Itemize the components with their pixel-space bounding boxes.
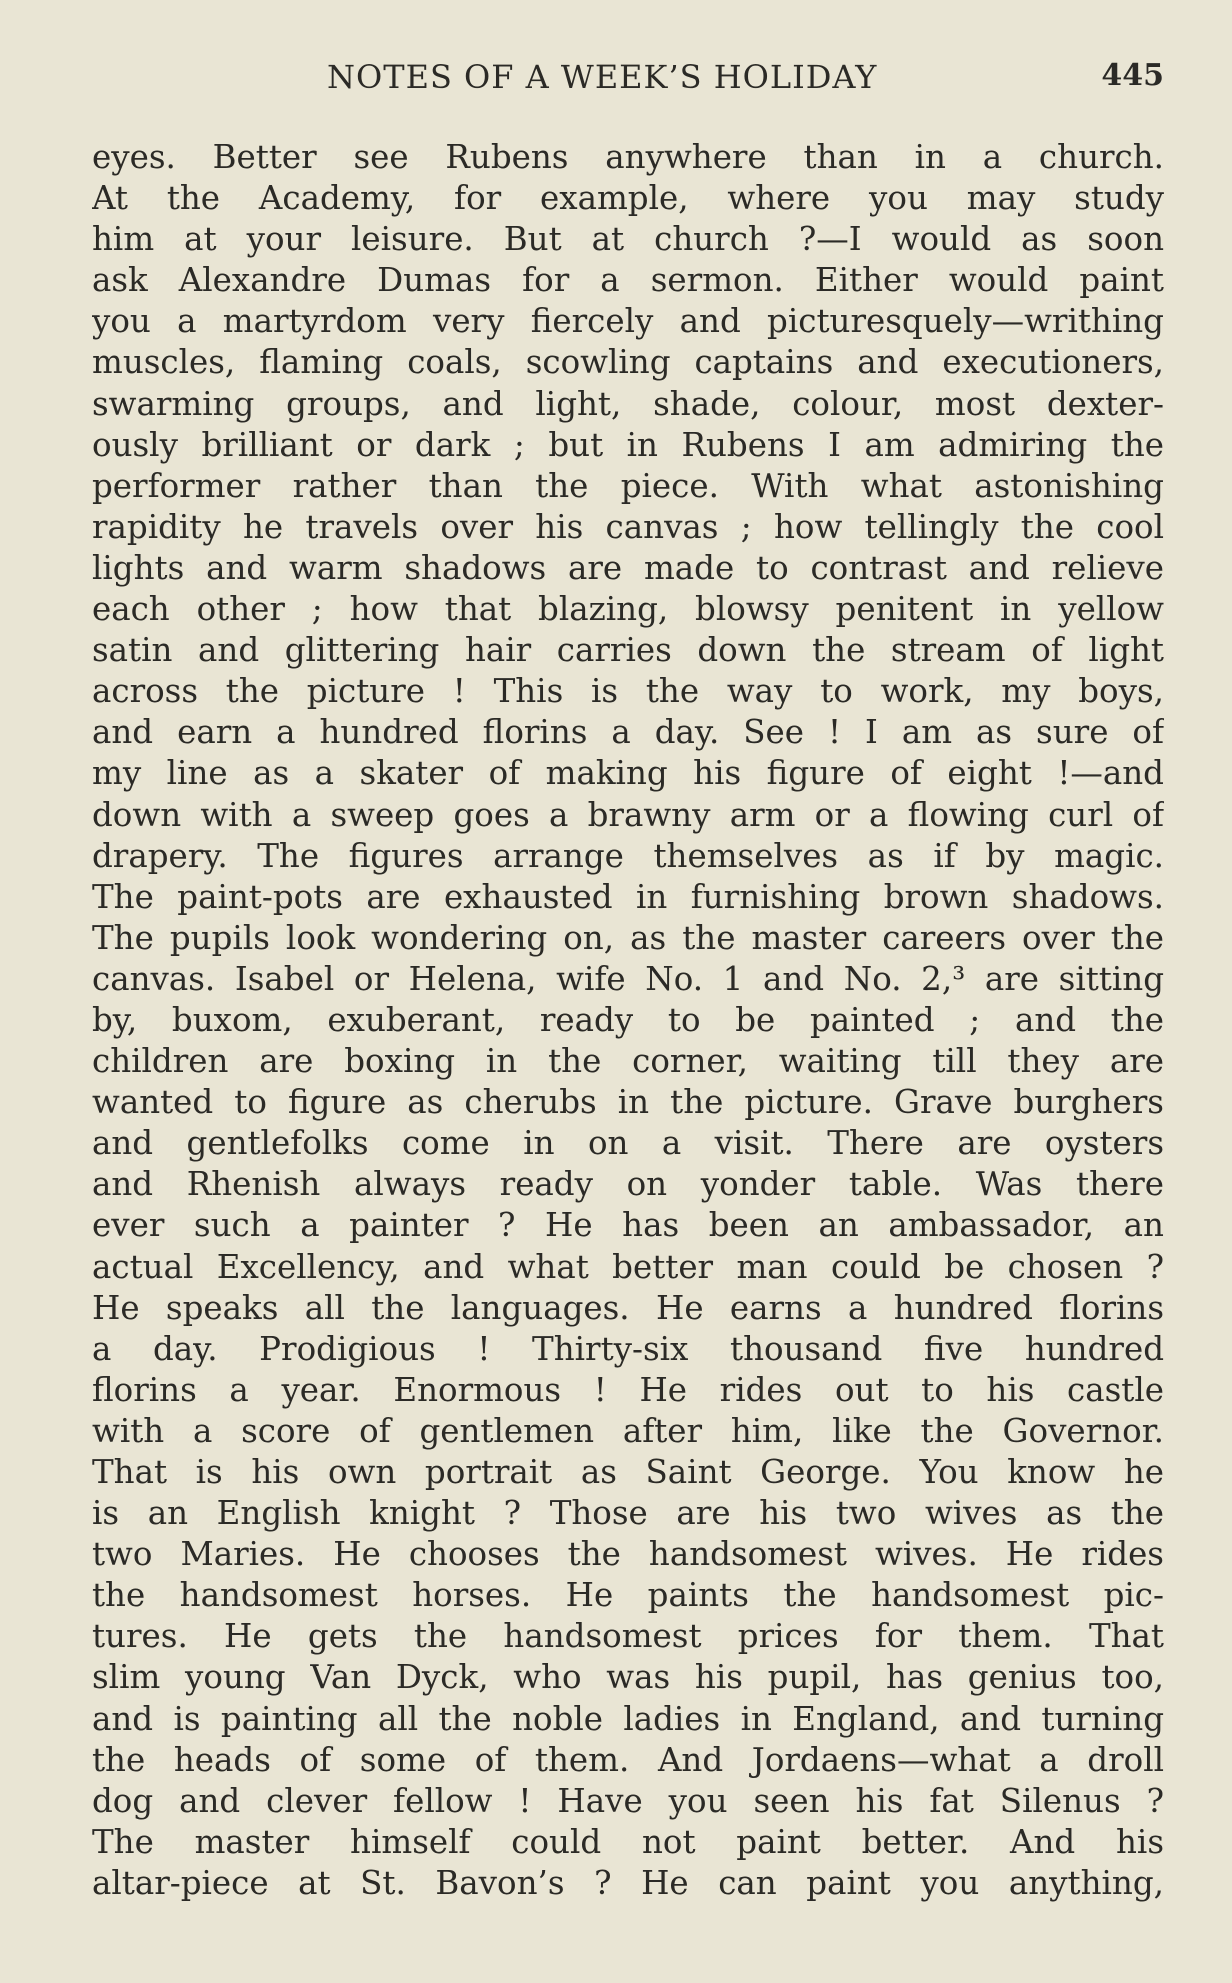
- running-head: [92, 58, 1164, 104]
- text-line: and earn a hundred florins a day. See ! I am as sure of: [92, 713, 1164, 752]
- text-line: drapery. The figures arrange themselves as if by magic.: [92, 836, 1164, 875]
- text-line: ask Alexandre Dumas for a sermon. Either would paint: [92, 261, 1164, 300]
- text-line: you a martyrdom very fiercely and picturesquely—writhing: [92, 302, 1164, 341]
- text-line: ever such a painter ? He has been an ambassador, an: [92, 1206, 1164, 1245]
- text-line: and gentlefolks come in on a visit. There are oysters: [92, 1124, 1164, 1163]
- text-line: with a score of gentlemen after him, like the Governor.: [92, 1411, 1164, 1450]
- text-line: The master himself could not paint better. And his: [92, 1822, 1164, 1861]
- text-line: and is painting all the noble ladies in England, and turning: [92, 1699, 1164, 1738]
- running-title: NOTES OF A WEEK’S HOLIDAY: [327, 58, 878, 96]
- text-line: rapidity he travels over his canvas ; how tellingly the cool: [92, 507, 1164, 546]
- text-line: muscles, flaming coals, scowling captains and executioners,: [92, 343, 1164, 382]
- text-line: actual Excellency, and what better man could be chosen ?: [92, 1247, 1164, 1286]
- text-line: dog and clever fellow ! Have you seen his fat Silenus ?: [92, 1781, 1164, 1820]
- text-line: He speaks all the languages. He earns a hundred florins: [92, 1288, 1164, 1327]
- page-number: 445: [1101, 58, 1164, 93]
- text-line: the handsomest horses. He paints the handsomest pic-: [92, 1576, 1164, 1615]
- text-line: canvas. Isabel or Helena, wife No. 1 and No. 2,³ are sitting: [92, 959, 1164, 998]
- text-line: satin and glittering hair carries down the stream of light: [92, 631, 1164, 670]
- text-line: children are boxing in the corner, waiting till they are: [92, 1042, 1164, 1081]
- text-line: by, buxom, exuberant, ready to be painted ; and the: [92, 1000, 1164, 1039]
- text-line: That is his own portrait as Saint George. You know he: [92, 1453, 1164, 1491]
- text-line: wanted to figure as cherubs in the picture. Grave burghers: [92, 1083, 1164, 1122]
- text-line: a day. Prodigious ! Thirty-six thousand five hundred: [92, 1329, 1164, 1368]
- text-line: eyes. Better see Rubens anywhere than in a church.: [92, 138, 1164, 176]
- text-line: him at your leisure. But at church ?—I would as soon: [92, 220, 1164, 259]
- text-line: tures. He gets the handsomest prices for them. That: [92, 1617, 1164, 1656]
- text-line: swarming groups, and light, shade, colour, most dexter-: [92, 384, 1164, 423]
- text-line: the heads of some of them. And Jordaens—what a droll: [92, 1740, 1164, 1779]
- text-line: each other ; how that blazing, blowsy penitent in yellow: [92, 590, 1164, 629]
- text-line: slim young Van Dyck, who was his pupil, has genius too,: [92, 1658, 1164, 1697]
- text-line: is an English knight ? Those are his two wives as the: [92, 1494, 1164, 1533]
- text-line: two Maries. He chooses the handsomest wives. He rides: [92, 1535, 1164, 1574]
- text-line: The pupils look wondering on, as the master careers over the: [92, 918, 1164, 957]
- text-line: altar-piece at St. Bavon’s ? He can paint you anything,: [92, 1863, 1164, 1902]
- text-line: At the Academy, for example, where you may study: [92, 179, 1164, 218]
- text-line: The paint-pots are exhausted in furnishing brown shadows.: [92, 877, 1164, 916]
- text-line: and Rhenish always ready on yonder table. Was there: [92, 1165, 1164, 1204]
- text-line: performer rather than the piece. With what astonishing: [92, 466, 1164, 505]
- text-line: my line as a skater of making his figure of eight !—and: [92, 754, 1164, 793]
- text-line: florins a year. Enormous ! He rides out to his castle: [92, 1370, 1164, 1409]
- text-line: down with a sweep goes a brawny arm or a flowing curl of: [92, 795, 1164, 834]
- body-text: [92, 137, 1164, 1904]
- text-line: ously brilliant or dark ; but in Rubens I am admiring the: [92, 425, 1164, 464]
- text-line: lights and warm shadows are made to contrast and relieve: [92, 548, 1164, 587]
- text-line: across the picture ! This is the way to work, my boys,: [92, 672, 1164, 711]
